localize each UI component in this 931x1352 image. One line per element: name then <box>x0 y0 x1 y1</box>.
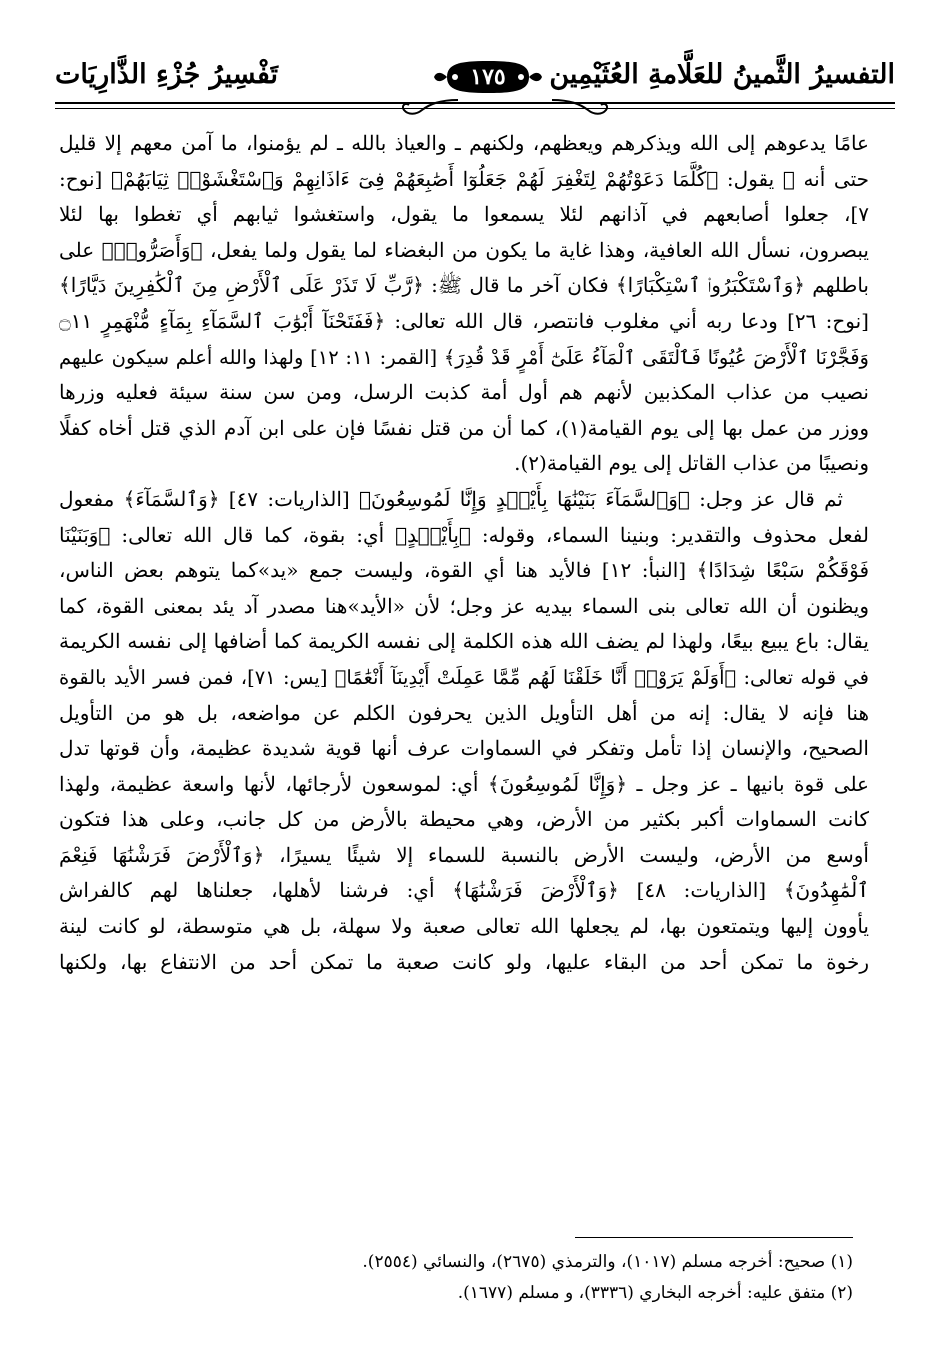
text-line: ويظنون أن الله تعالى بنى السماء بيديه عز وجل؛ لأن «الأيد»هنا مصدر آد يئد بمعنى القوة، كما <box>59 593 869 618</box>
header-rule-thick <box>55 102 895 104</box>
text-line: كانت السماوات أكبر بكثير من الأرض، وهي محيطة بالأرض من كل جانب، وعلى هذا فتكون <box>59 807 869 832</box>
text-line: ثم قال عز وجل: ﴿وَٱلسَّمَآءَ بَنَيْنَٰهَا بِأَيْي۟دٍ وَإِنَّا لَمُوسِعُونَ﴾ [الذاريات: ٤٧] ﴿وَٱلسَّمَآءَ﴾ مفعول <box>59 486 844 511</box>
text-line: ونصيبًا من عذاب القاتل إلى يوم القيامة(٢). <box>514 451 869 476</box>
page-header <box>55 52 895 122</box>
footnote-separator <box>575 1237 853 1238</box>
page-number-badge <box>433 58 543 96</box>
header-flourish-icon <box>400 96 460 118</box>
text-line: على قوة بانيها ـ عز وجل ـ ﴿وَإِنَّا لَمُوسِعُونَ﴾ أي: لموسعون لأرجائها، لأنها واسعة عظيمة، ولهذا <box>59 771 869 796</box>
header-rule-thin <box>55 108 895 109</box>
text-line: لفعل محذوف والتقدير: وبنينا السماء، وقوله: ﴿بِأَيْي۟دٍ﴾ أي: بقوة، كما قال الله تعالى: ﴿وَبَنَيْنَا <box>59 522 869 547</box>
text-line: حتى أنه ﷺ يقول: ﴿كُلَّمَا دَعَوْتُهُمْ لِتَغْفِرَ لَهُمْ جَعَلُوٓا أَصَٰبِعَهُمْ فِىٓ ءَاذَانِهِمْ وَٱسْتَغْشَوْا۟ ثِيَابَهُمْ﴾ [نوح: <box>59 166 869 191</box>
text-line: فَوْقَكُمْ سَبْعًا شِدَادًا﴾ [النبأ: ١٢] فالأيد هنا أي القوة، وليست جمع «يد»كما يتوهم بعض الناس، <box>59 558 870 583</box>
body-text <box>59 126 869 980</box>
text-line: الصحيح، والإنسان إذا تأمل وتفكر في السماوات عرف أنها قوية شديدة عظيمة، وأن قوتها تدل <box>59 736 869 761</box>
text-line: وَفَجَّرْنَا ٱلْأَرْضَ عُيُونًا فَٱلْتَقَى ٱلْمَآءُ عَلَىٰٓ أَمْرٍ قَدْ قُدِرَ﴾ [القمر: ١١: ١٢] ولهذا والله أعلم سيكون عليهم <box>59 345 869 369</box>
footnote: (٢) متفق عليه: أخرجه البخاري (٣٣٣٦)، و مسلم (١٦٧٧). <box>457 1283 853 1303</box>
text-line: ٱلْمَٰهِدُونَ﴾ [الذاريات: ٤٨] ﴿وَٱلْأَرْضَ فَرَشْنَٰهَا﴾ أي: فرشنا لأهلها، جعلناها لهم كالفراش <box>59 878 869 903</box>
text-line: ووزر من عمل بها إلى يوم القيامة(١)، كما أن من قتل نفسًا فإن على ابن آدم الذي قتل أخاه كفلًا <box>59 415 869 440</box>
text-line: باطلهم ﴿وَٱسْتَكْبَرُوا۟ ٱسْتِكْبَارًا﴾ فكان آخر ما قال ﷺ: ﴿رَّبِّ لَا تَذَرْ عَلَى ٱلْأَرْضِ مِنَ ٱلْكَٰفِرِينَ دَيَّارًا﴾ <box>59 273 869 298</box>
footnote: (١) صحيح: أخرجه مسلم (١٠١٧)، والترمذي (٢٦٧٥)، والنسائي (٢٥٥٤). <box>362 1252 853 1272</box>
text-line: نصيب من عذاب المكذبين لأنهم هم أول أمة كذبت الرسل، ومن سن سنة سيئة فعليه وزرها <box>59 380 869 405</box>
text-line: رخوة ما تمكن أحد من البقاء عليها، ولو كانت صعبة ما تمكن أحد من الانتفاع بها، ولكنها <box>59 949 869 974</box>
section-title: تَفْسِيرُ جُزْءِ الذَّارِيَات <box>55 59 278 90</box>
text-line: عامًا يدعوهم إلى الله ويذكرهم ويعظهم، ولكنهم ـ والعياذ بالله ـ لم يؤمنوا، ما آمن معهم إلا قليل <box>59 131 869 155</box>
text-line: في قوله تعالى: ﴿أَوَلَمْ يَرَوْا۟ أَنَّا خَلَقْنَا لَهُم مِّمَّا عَمِلَتْ أَيْدِينَآ أَنْعَٰمًا﴾ [يس: ٧١]، فمن فسر الأيد بالقوة <box>59 665 870 689</box>
page-number: ١٧٥ <box>470 64 506 90</box>
text-line: [نوح: ٢٦] ودعا ربه أني مغلوب فانتصر، قال الله تعالى: ﴿فَفَتَحْنَآ أَبْوَٰبَ ٱلسَّمَآءِ بِمَآءٍ مُّنْهَمِرٍ ۝١١ <box>59 308 869 333</box>
book-title: التفسيرُ الثَّمينُ للعَلَّامةِ العُثَيْمِين <box>549 59 895 90</box>
footnotes <box>73 1247 853 1309</box>
text-line: أوسع من الأرض، وليست الأرض بالنسبة للسماء إلا شيئًا يسيرًا، ﴿وَٱلْأَرْضَ فَرَشْنَٰهَا فَنِعْمَ <box>59 842 869 867</box>
text-line: يأوون إليها ويتمتعون بها، لم يجعلها الله تعالى صعبة ولا سهلة، بل هي متوسطة، لو كانت لينة <box>59 914 869 939</box>
header-flourish-icon <box>550 96 610 118</box>
text-line: يبصرون، نسأل الله العافية، وهذا غاية ما يكون من البغضاء لما يقول ولما يفعل، ﴿وَأَصَرُّوا۟﴾ على <box>59 237 869 262</box>
text-line: يقال: باع يبيع بيعًا، ولهذا لم يضف الله هذه الكلمة إلى نفسه الكريمة كما أضافها إلى نفسه الكريمة <box>59 629 869 654</box>
text-line: هنا فإنه لا يقال: إنه من أهل التأويل الذين يحرفون الكلم عن مواضعه، بل هو من التأويل <box>59 700 869 725</box>
text-line: ٧]، جعلوا أصابعهم في آذانهم لئلا يسمعوا ما يقول، واستغشوا ثيابهم أي تغطوا بها لئلا <box>59 202 869 227</box>
